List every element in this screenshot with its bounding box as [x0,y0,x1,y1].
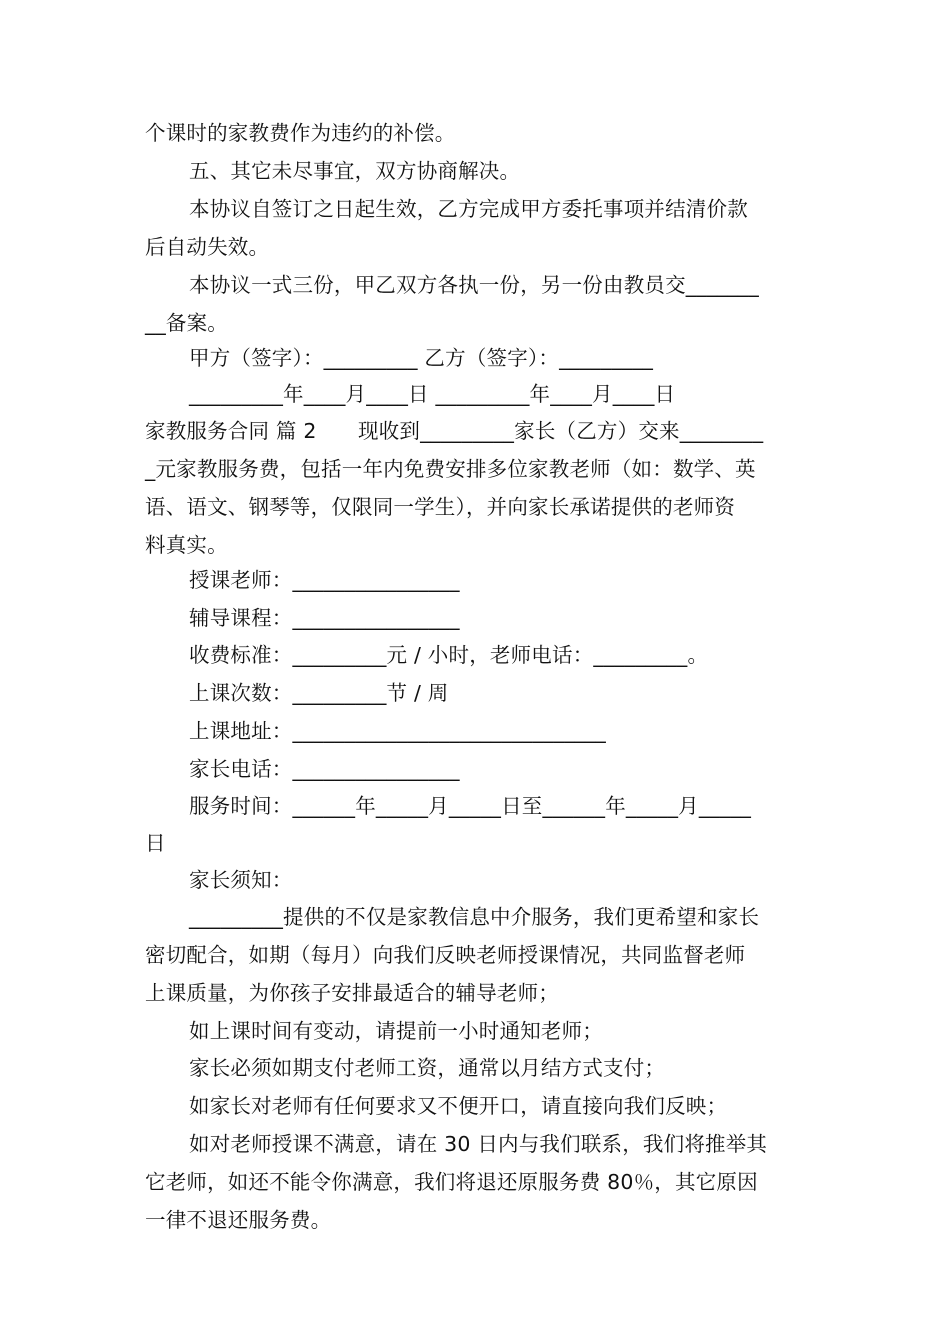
text-line: _元家教服务费，包括一年内免费安排多位家教老师（如：数学、英 [145,457,756,481]
fee-field: 收费标准：_________元 / 小时，老师电话：_________。 [189,643,709,667]
teacher-field: 授课老师：________________ [189,568,460,592]
service-time-field: 服务时间：______年_____月_____日至______年_____月_____ [189,794,752,818]
notice-heading: 家长须知： [189,868,293,892]
text-line: _________提供的不仅是家教信息中介服务，我们更希望和家长 [189,905,760,929]
date-line: _________年____月____日 _________年____月____日 [189,382,676,406]
text-line: 上课质量，为你孩子安排最适合的辅导老师； [145,981,559,1005]
text-line: 如家长对老师有任何要求又不便开口，请直接向我们反映； [189,1094,728,1118]
signature-line: 甲方（签字）：_________ 乙方（签字）：_________ [189,346,654,370]
text-line: 五、其它未尽事宜，双方协商解决。 [189,159,521,183]
text-line: 语、语文、钢琴等，仅限同一学生），并向家长承诺提供的老师资 [145,495,736,519]
text-line: __备案。 [145,311,228,335]
address-field: 上课地址：______________________________ [189,719,606,743]
text-line: 密切配合，如期（每月）向我们反映老师授课情况，共同监督老师 [145,943,746,967]
text-line: 家长必须如期支付老师工资，通常以月结方式支付； [189,1056,666,1080]
text-line: 个课时的家教费作为违约的补偿。 [145,121,456,145]
text-line: 料真实。 [145,533,228,557]
text-line: 本协议一式三份，甲乙双方各执一份，另一份由教员交_______ [189,273,759,297]
text-line: 如对老师授课不满意，请在 30 日内与我们联系，我们将推举其 [189,1132,768,1156]
text-line: 它老师，如还不能令你满意，我们将退还原服务费 80％，其它原因 [145,1170,758,1194]
text-line: 一律不退还服务费。 [145,1208,332,1232]
text-line: 本协议自签订之日起生效，乙方完成甲方委托事项并结清价款 [189,197,748,221]
text-line: 后自动失效。 [145,235,270,259]
phone-field: 家长电话：________________ [189,757,460,781]
lessons-field: 上课次数：_________节 / 周 [189,681,449,705]
text-line: 日 [145,831,166,855]
course-field: 辅导课程：________________ [189,606,460,630]
contract-title-line: 家教服务合同 篇 2 现收到_________家长（乙方）交来________ [145,419,764,443]
text-line: 如上课时间有变动，请提前一小时通知老师； [189,1019,603,1043]
